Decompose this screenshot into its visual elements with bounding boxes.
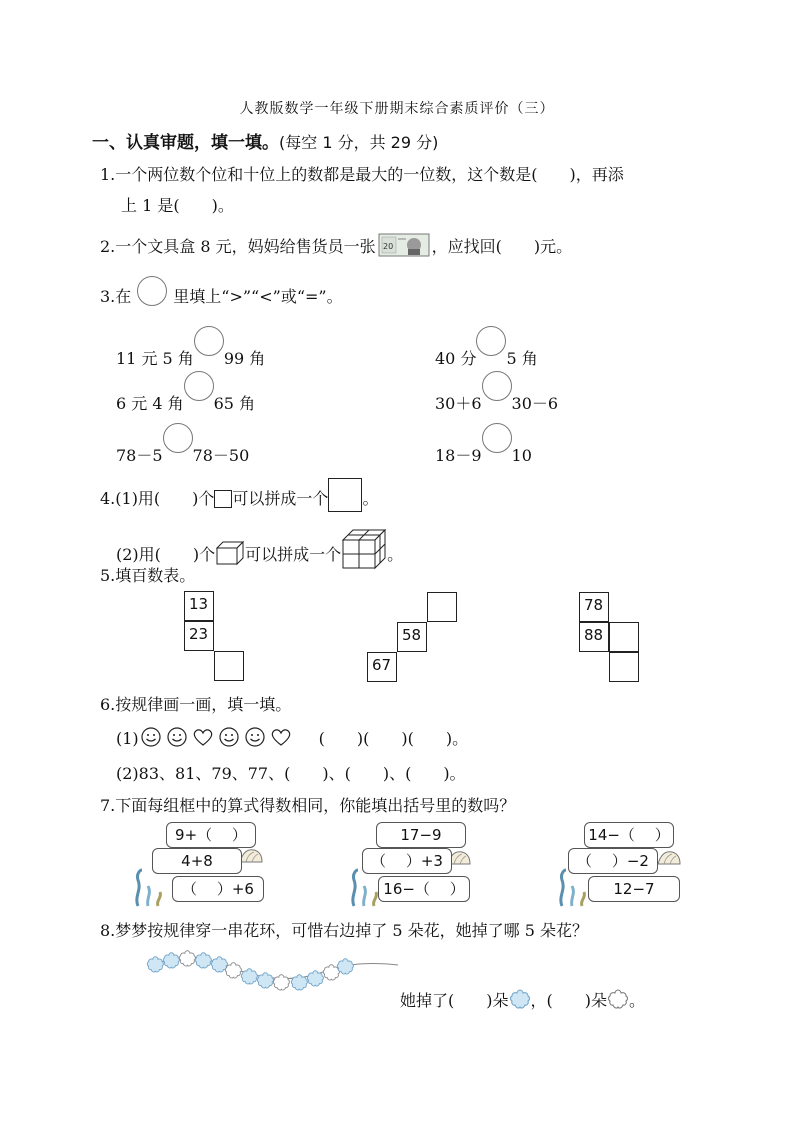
smiley-icon — [139, 726, 165, 748]
hundred-cell-blank[interactable] — [609, 622, 639, 652]
white-flower-icon — [607, 988, 629, 1014]
heart-icon — [191, 726, 217, 748]
answer-circle[interactable] — [482, 371, 512, 401]
white-flower-icon — [179, 951, 195, 966]
small-cube-icon — [215, 540, 245, 570]
q6-part1: (1) ( )( )( )。 — [116, 726, 468, 752]
blue-flower-icon — [291, 975, 307, 990]
white-flower-icon — [323, 965, 339, 980]
pattern-icons — [139, 726, 295, 752]
q3-intro: 3.在 里填上“>”“<”或“=”。 — [100, 276, 343, 307]
q8-answer: 她掉了( )朵 ，( )朵 。 — [400, 988, 645, 1014]
hundred-cell-blank[interactable] — [427, 592, 457, 622]
hundred-cell: 58 — [397, 622, 427, 652]
equation-box: 17−9 — [376, 822, 466, 848]
q5-label: 5.填百数表。 — [100, 566, 196, 585]
hundred-cell: 78 — [579, 592, 609, 622]
equation-box[interactable]: 9+（ ） — [166, 822, 256, 848]
q3-item-6: 18－9 10 — [435, 423, 532, 466]
hundred-cell-blank[interactable] — [214, 651, 244, 681]
smiley-icon — [217, 726, 243, 748]
answer-circle[interactable] — [137, 276, 167, 306]
q3-item-5: 78－5 78－50 — [116, 423, 249, 466]
smiley-icon — [243, 726, 269, 748]
equation-box[interactable]: （ ）−2 — [568, 848, 658, 874]
q3-item-2: 40 分 5 角 — [435, 326, 538, 369]
hundred-cell: 13 — [184, 591, 214, 621]
q3-item-1: 11 元 5 角 99 角 — [116, 326, 265, 369]
hundred-cell: 67 — [367, 652, 397, 682]
q2-text: 2.一个文具盒 8 元，妈妈给售货员一张 20 ，应找回( )元。 — [100, 232, 572, 262]
blue-flower-icon — [307, 971, 323, 986]
heart-icon — [269, 726, 295, 748]
equation-box[interactable]: （ ）+6 — [172, 876, 264, 902]
q4-part2: (2)用( )个 可以拼成一个 。 — [116, 528, 403, 574]
q4-part1: 4.(1)用( )个 可以拼成一个 。 — [100, 478, 378, 512]
banknote-icon — [378, 232, 430, 262]
q3-item-3: 6 元 4 角 65 角 — [116, 371, 255, 414]
answer-circle[interactable] — [482, 423, 512, 453]
blue-flower-icon — [241, 969, 257, 984]
answer-circle[interactable] — [476, 326, 506, 356]
hundred-cell: 88 — [579, 622, 609, 652]
answer-circle[interactable] — [194, 326, 224, 356]
white-flower-icon — [273, 975, 289, 990]
blue-flower-icon — [163, 953, 179, 968]
equation-box[interactable]: 16−（ ） — [378, 876, 470, 902]
page-title: 人教版数学一年级下册期末综合素质评价（三） — [239, 101, 555, 117]
seaweed-icon — [132, 868, 172, 908]
q6-label: 6.按规律画一画，填一填。 — [100, 695, 292, 714]
shell-icon — [656, 848, 682, 868]
large-cube-icon — [341, 528, 387, 574]
hundred-cell-blank[interactable] — [609, 652, 639, 682]
q8-label: 8.梦梦按规律穿一串花环，可惜右边掉了 5 朵花，她掉了哪 5 朵花？ — [100, 921, 588, 940]
equation-box: 12−7 — [588, 876, 680, 902]
equation-box: 4+8 — [152, 848, 242, 874]
blue-flower-icon — [509, 988, 531, 1014]
blue-flower-icon — [337, 959, 353, 974]
equation-box[interactable]: 14−（ ） — [584, 822, 674, 848]
smiley-icon — [165, 726, 191, 748]
equation-box[interactable]: （ ）+3 — [362, 848, 452, 874]
svg-text:20: 20 — [382, 242, 393, 251]
section-heading: 一、认真审题，填一填。(每空 1 分，共 29 分) — [92, 133, 439, 153]
blue-flower-icon — [147, 957, 163, 972]
small-square-icon — [214, 490, 232, 508]
hundred-cell: 23 — [184, 621, 214, 651]
answer-circle[interactable] — [184, 371, 214, 401]
flower-garland — [140, 945, 410, 995]
blue-flower-icon — [257, 973, 273, 988]
large-square-icon — [328, 478, 362, 512]
q6-part2: (2)83、81、79、77、( )、( )、( )。 — [116, 764, 466, 783]
q1-line2: 上 1 是( )。 — [121, 196, 234, 215]
answer-circle[interactable] — [163, 423, 193, 453]
q3-item-4: 30＋6 30－6 — [435, 371, 558, 414]
q7-label: 7.下面每组框中的算式得数相同，你能填出括号里的数吗？ — [100, 796, 516, 815]
q1-line1: 1.一个两位数个位和十位上的数都是最大的一位数，这个数是( )，再添 — [100, 165, 624, 184]
blue-flower-icon — [195, 953, 211, 968]
white-flower-icon — [225, 963, 241, 978]
